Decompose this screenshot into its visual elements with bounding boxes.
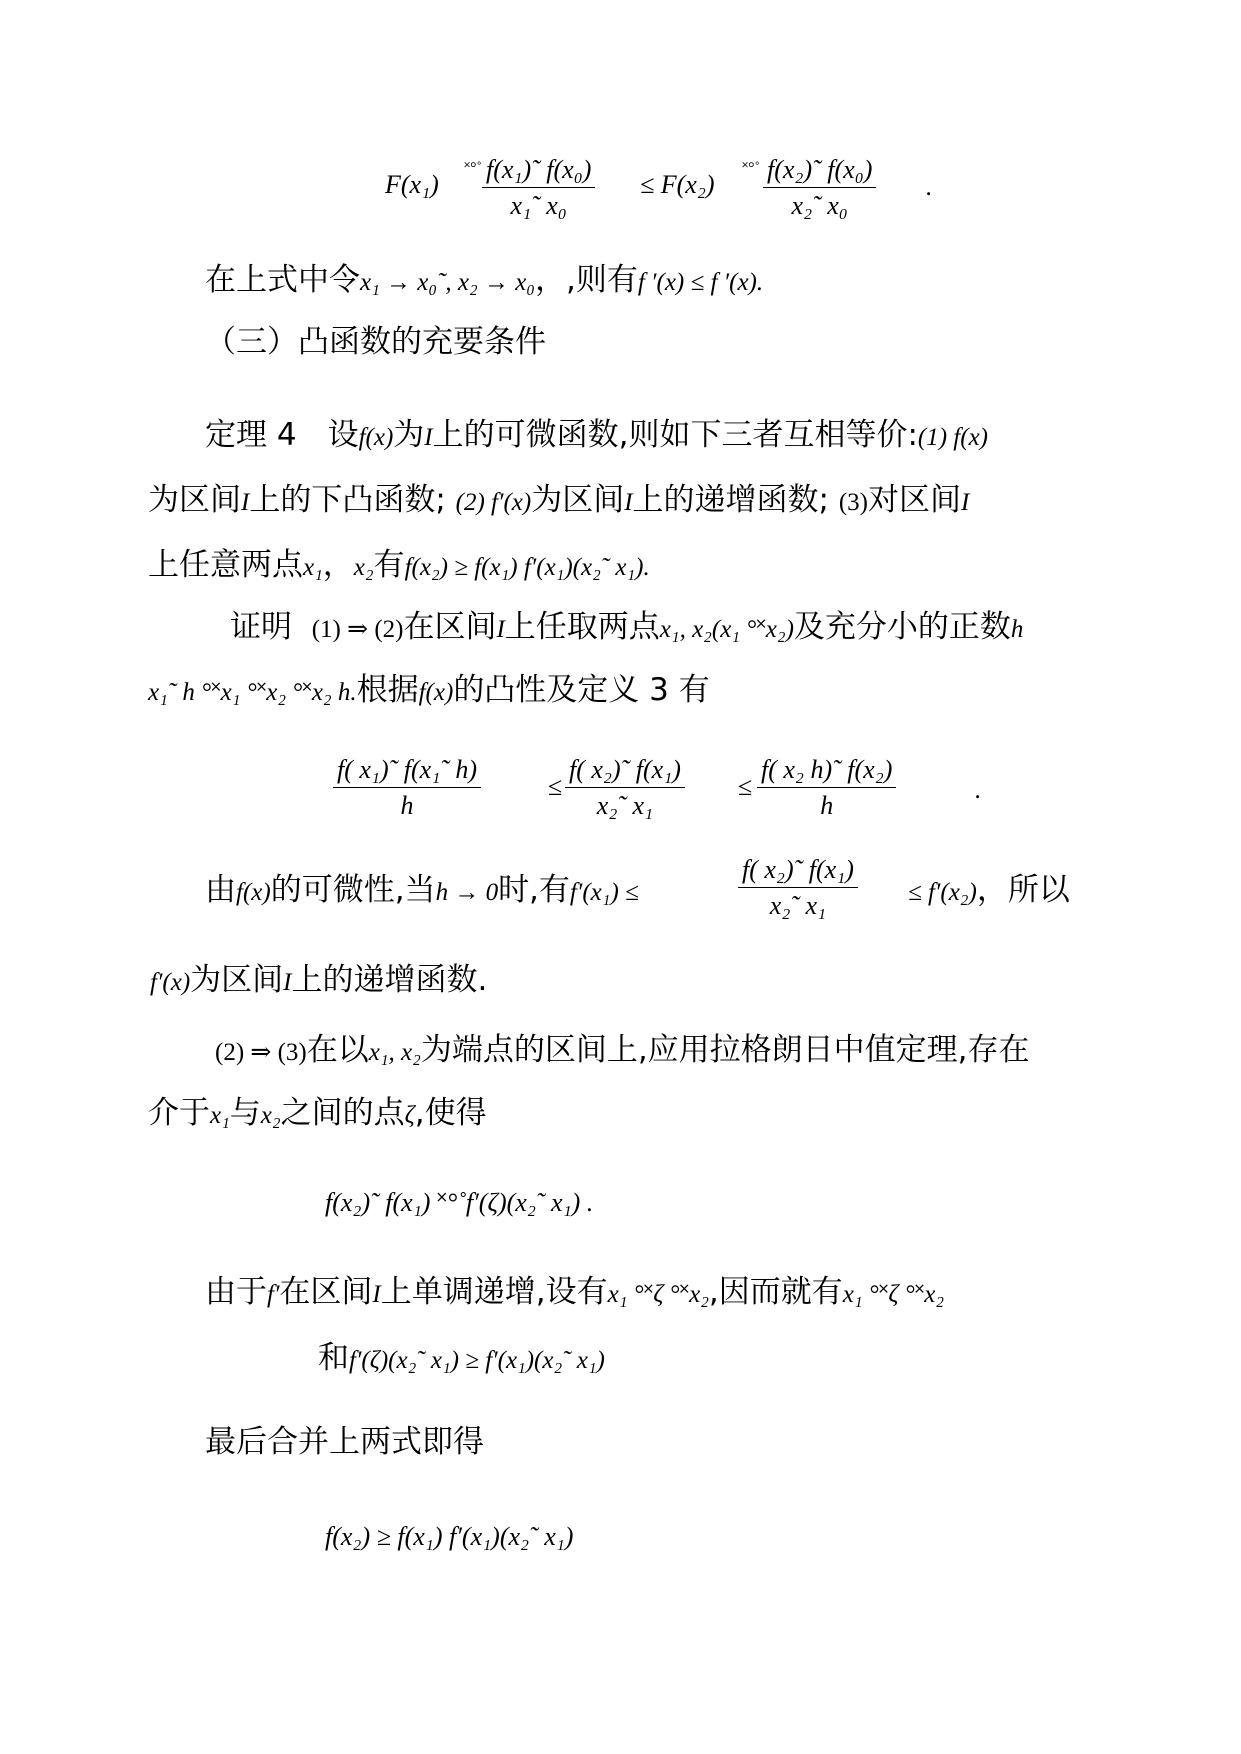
th-text: 上的下凸函数; — [249, 482, 446, 518]
eq2-le-1: ≤ — [548, 772, 563, 801]
p3-text: 为区间 — [190, 962, 284, 998]
eq2-end: . — [975, 775, 982, 804]
p7-math: f′(ζ)(x₂˜ x₁) ≥ f′(x₁)(x₂˜ x₁) — [349, 1347, 605, 1374]
p6-text: 由于 — [205, 1274, 267, 1310]
proof-text: 及充分小的正数 — [793, 609, 1011, 645]
eq1-lhs: F(x₁) — [385, 170, 439, 199]
eq2-numerator-2: f( x₂)˜ f(x₁) — [569, 755, 681, 784]
p4-text: 在以 — [306, 1032, 369, 1068]
eq1-fraction-1 — [482, 155, 595, 221]
p3-text: 上的递增函数. — [291, 962, 488, 998]
p5-text: 与 — [229, 1095, 261, 1131]
th-text: 对区间 — [868, 482, 961, 518]
paragraph-1 — [205, 260, 763, 303]
proof-text: 上任取两点 — [504, 609, 660, 645]
p2-fraction — [738, 855, 858, 921]
th-text: 定理 4 设 — [205, 417, 359, 453]
th-math: (2) f′(x) — [455, 489, 532, 516]
eq1-denominator-2: x₂˜ x₀ — [791, 191, 848, 220]
eq2-le-2: ≤ — [738, 772, 753, 801]
theorem-4-line-3 — [148, 545, 650, 588]
p2-lead — [205, 870, 639, 913]
p7-text: 和 — [318, 1340, 349, 1376]
th-text: 上的递增函数; — [632, 482, 829, 518]
eq2-fraction-bar-1 — [333, 787, 481, 788]
p2-math: h → 0 — [435, 879, 499, 906]
p6-text: 在区间 — [279, 1274, 373, 1310]
p6-math: x₁ °˟ζ °˟x₂ — [607, 1281, 709, 1308]
th-text: ， — [322, 547, 354, 583]
th-math: f(x) — [358, 424, 394, 451]
eq2-fraction-bar-2 — [565, 787, 685, 788]
theorem-4-line-1 — [205, 415, 988, 458]
th-math: (3) — [838, 489, 868, 516]
p6-math: x₁ °˟ζ °˟x₂ — [842, 1281, 945, 1308]
eq1-fraction-bar-1 — [482, 187, 595, 188]
p2-math: f′(x₁) ≤ — [569, 879, 639, 906]
eq1-denominator-1: x₁˜ x₀ — [510, 191, 567, 220]
p5-text: 之间的点 — [280, 1095, 405, 1131]
theorem-4-line-2 — [148, 480, 969, 523]
th-text: 为 — [393, 417, 425, 453]
equation-4: f(x₂) ≥ f(x₁) f′(x₁)(x₂˜ x₁) — [325, 1522, 574, 1551]
p4-math: x₁, x₂ — [368, 1039, 421, 1066]
eq1-end: . — [926, 172, 933, 201]
section-heading: （三）凸函数的充要条件 — [205, 324, 546, 360]
eq2-fraction-2 — [565, 755, 685, 821]
proof-math: (1) ⇒ (2) — [311, 616, 404, 643]
paragraph-3 — [150, 960, 487, 1003]
proof-math: f(x) — [418, 679, 454, 706]
p5-math: x₂ — [260, 1102, 281, 1129]
th-math: I — [424, 424, 433, 451]
proof-text: 证明 — [230, 609, 292, 645]
eq2-numerator-3: f( x₂ h)˜ f(x₂) — [761, 755, 893, 784]
p3-math: I — [283, 969, 292, 996]
eq2-denominator-1: h — [400, 791, 414, 820]
p6-text: ,因而就有 — [708, 1274, 843, 1310]
th-math: I — [961, 489, 970, 516]
p3-math: f′(x) — [150, 969, 191, 996]
eq2-fraction-3 — [757, 755, 896, 821]
p2-tail — [908, 870, 1070, 913]
eq2-fraction-bar-3 — [757, 787, 896, 788]
p2-text: ，所以 — [976, 872, 1070, 908]
th-text: 上任意两点 — [148, 547, 303, 583]
paragraph-6 — [205, 1272, 944, 1315]
p2-fraction-bar — [738, 887, 858, 888]
proof-math: x₁, x₂(x₁ °˟x₂) — [659, 616, 794, 643]
paragraph-7 — [318, 1338, 605, 1381]
p2-text: 的可微性,当 — [270, 872, 436, 908]
p2-denominator: x₂˜ x₁ — [769, 891, 827, 920]
p2-text: 由 — [205, 872, 236, 908]
p1-math-2: f ′(x) ≤ f ′(x). — [637, 269, 764, 296]
p4-math: (2) ⇒ (3) — [215, 1039, 307, 1066]
p5-text: 介于 — [148, 1095, 210, 1131]
th-math: x₁ — [303, 554, 323, 581]
th-text: 有 — [373, 547, 405, 583]
th-math: I — [624, 489, 633, 516]
p5-text: ,使得 — [414, 1095, 487, 1131]
p1-math-1: x₁ → x₀˜, x₂ → x₀ — [360, 269, 535, 296]
p5-math: ζ — [404, 1102, 415, 1129]
proof-math: I — [496, 616, 505, 643]
equation-3: f(x₂)˜ f(x₁) ˟°˚f′(ζ)(x₂˜ x₁) . — [325, 1188, 594, 1217]
th-text: 上的可微函数,则如下三者互相等价: — [432, 417, 918, 453]
proof-text: 在区间 — [403, 609, 497, 645]
eq1-numerator-1: f(x₁)˜ f(x₀) — [486, 155, 592, 184]
p2-math: ≤ f′(x₂) — [908, 879, 977, 906]
th-math: x₂ — [353, 554, 374, 581]
eq2-denominator-2: x₂˜ x₁ — [596, 791, 654, 820]
p6-math: f′ — [267, 1281, 280, 1308]
paragraph-4 — [215, 1030, 1030, 1073]
proof-line-1 — [230, 607, 1023, 650]
th-math: (1) f(x) — [917, 424, 988, 451]
p2-numerator: f( x₂)˜ f(x₁) — [742, 855, 854, 884]
p2-text: 时,有 — [498, 872, 570, 908]
eq2-denominator-3: h — [820, 791, 834, 820]
proof-math: h — [1010, 616, 1024, 643]
paragraph-5 — [148, 1093, 487, 1136]
eq2-fraction-1 — [333, 755, 481, 821]
eq1-fraction-bar-2 — [763, 187, 876, 188]
paragraph-8: 最后合并上两式即得 — [205, 1424, 484, 1460]
p1-text-1: 在上式中令 — [205, 262, 360, 298]
proof-line-2 — [148, 670, 710, 713]
proof-text: 根据 — [356, 672, 419, 708]
p1-text-2: ，,则有 — [534, 262, 638, 298]
proof-text: 的凸性及定义 3 有 — [453, 672, 710, 708]
p5-math: x₁ — [210, 1102, 230, 1129]
th-math: f(x₂) ≥ f(x₁) f′(x₁)(x₂˜ x₁). — [404, 554, 650, 581]
eq1-glyph-1: ˟°˚ — [464, 160, 482, 177]
eq2-numerator-1: f( x₁)˜ f(x₁˜ h) — [337, 755, 478, 784]
eq1-glyph-2: ˟°˚ — [742, 160, 760, 177]
p6-math: I — [372, 1281, 381, 1308]
th-math: I — [241, 489, 250, 516]
proof-math: x₁˜ h °˟x₁ °˟x₂ °˟x₂ h. — [148, 679, 357, 706]
eq1-numerator-2: f(x₂)˜ f(x₀) — [767, 155, 873, 184]
p4-text: 为端点的区间上,应用拉格朗日中值定理,存在 — [420, 1032, 1030, 1068]
th-text: 为区间 — [148, 482, 241, 518]
p2-math: f(x) — [236, 879, 271, 906]
eq1-middle: ≤ F(x₂) — [640, 170, 715, 199]
eq1-fraction-2 — [763, 155, 876, 221]
p6-text: 上单调递增,设有 — [380, 1274, 608, 1310]
th-text: 为区间 — [531, 482, 625, 518]
